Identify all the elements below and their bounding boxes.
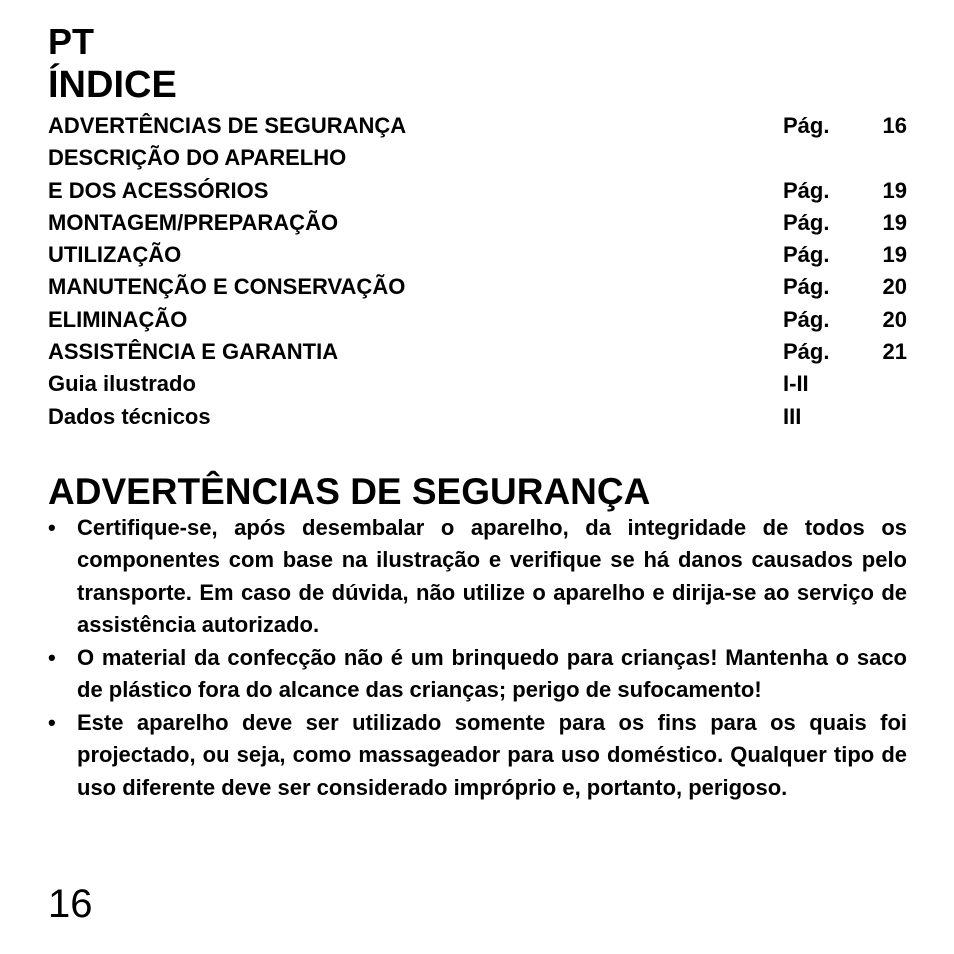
bullet-icon: • [48, 644, 56, 670]
toc-entry-label: DESCRIÇÃO DO APARELHO [48, 145, 347, 171]
toc-entry-label: ADVERTÊNCIAS DE SEGURANÇA [48, 113, 407, 138]
toc-page-number: 19 [882, 242, 907, 268]
toc-page-prefix: Pág. [783, 242, 830, 268]
warning-text: Este aparelho deve ser utilizado somente para os fins para os quais foi projectado, ou seja, como massageador para uso doméstico. Qualquer tipo de uso diferente deve ser considerado impróprio e, portanto, perigoso. [77, 709, 907, 800]
toc-entry-label: MANUTENÇÃO E CONSERVAÇÃO [48, 274, 406, 300]
toc-page-prefix: Pág. [783, 274, 830, 300]
toc-row [48, 368, 907, 400]
toc-page-number: 20 [882, 306, 907, 332]
toc-entry-label: ELIMINAÇÃO [48, 306, 188, 332]
toc-row [48, 142, 907, 174]
page-number: 16 [48, 882, 93, 926]
warning-text: O material da confecção não é um brinquedo para crianças! Mantenha o saco de plástico fora do alcance das crianças; perigo de sufocamento! [77, 644, 907, 703]
toc-row [48, 239, 907, 271]
list-item [48, 512, 907, 642]
toc-entry-label: UTILIZAÇÃO [48, 242, 182, 268]
toc-row [48, 207, 907, 239]
toc-page-number: 21 [882, 339, 907, 365]
toc-row [48, 110, 907, 142]
toc-page-prefix: I-II [783, 371, 809, 397]
toc-row [48, 271, 907, 303]
toc-row [48, 336, 907, 368]
bullet-icon: • [48, 709, 56, 735]
toc-page-prefix: Pág. [783, 306, 830, 332]
toc-entry-label: MONTAGEM/PREPARAÇÃO [48, 209, 339, 235]
toc-row [48, 175, 907, 207]
toc-page-number: 19 [882, 177, 907, 203]
toc-entry-label: Guia ilustrado [48, 371, 196, 397]
language-code: PT [48, 21, 95, 62]
bullet-icon: • [48, 514, 56, 540]
toc-page-prefix: Pág. [783, 209, 830, 235]
toc-page-prefix: Pág. [783, 113, 830, 138]
safety-warnings-list [48, 512, 907, 805]
toc-entry-label: Dados técnicos [48, 403, 211, 429]
table-of-contents [48, 110, 907, 433]
toc-page-number: 19 [882, 209, 907, 235]
toc-page-number: 16 [882, 113, 907, 138]
toc-row [48, 304, 907, 336]
manual-page [48, 22, 907, 804]
toc-row [48, 401, 907, 433]
toc-page-prefix: Pág. [783, 177, 830, 203]
toc-title: ÍNDICE [48, 64, 177, 106]
toc-page-prefix: Pág. [783, 339, 830, 365]
toc-entry-label: E DOS ACESSÓRIOS [48, 177, 269, 203]
toc-entry-label: ASSISTÊNCIA E GARANTIA [48, 339, 339, 365]
list-item [48, 642, 907, 707]
toc-page-number: 20 [882, 274, 907, 300]
toc-page-prefix: III [783, 403, 802, 429]
safety-section-title: ADVERTÊNCIAS DE SEGURANÇA [48, 470, 651, 512]
warning-text: Certifique-se, após desembalar o aparelho, da integridade de todos os componentes com base na ilustração e verifique se há danos causados pelo transporte. Em caso de dúvida, não utilize o aparelho e dirija-se ao serviço de assistência autorizado. [77, 514, 907, 638]
list-item [48, 707, 907, 805]
